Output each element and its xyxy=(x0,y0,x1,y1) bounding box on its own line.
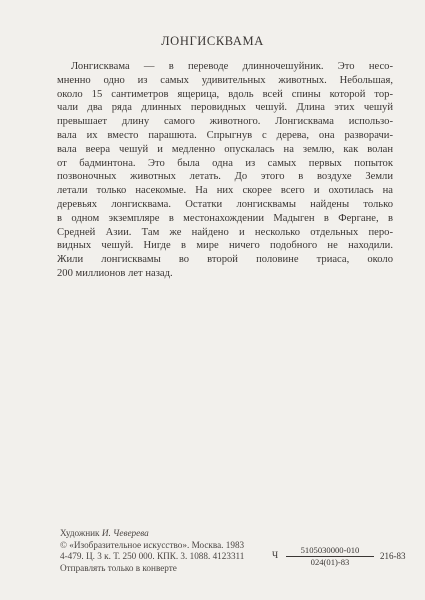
text-line: 200 миллионов лет назад. xyxy=(57,267,173,279)
text-line: мненно одно из самых удивительных животных. Небольшая, xyxy=(57,74,393,86)
text-line: Средней Азии. Там же найдено и несколько отдельных перо- xyxy=(57,226,393,238)
text-line: около 15 сантиметров ящерица, вдоль всей спины которой тор- xyxy=(57,88,393,100)
text-line: видных чешуй. Нигде в мире ничего подобного не находили. xyxy=(57,240,393,252)
index-code: 216-83 xyxy=(380,551,406,561)
text-line: Лонгисквама — в переводе длинночешуйник. Это несо- xyxy=(71,61,393,72)
text-line: вала их вместо парашюта. Спрыгнув с дерева, она разворачи- xyxy=(57,129,393,141)
text-line: летали только насекомые. На них скорее всего и охотилась на xyxy=(57,185,393,197)
text-line: превышает длину самого животного. Лонгисквама использо- xyxy=(57,116,393,128)
artist-credit xyxy=(60,528,244,540)
text-line: позвоночных животных летать. До этого в воздухе Земли xyxy=(57,171,393,183)
article-text xyxy=(57,60,393,281)
index-letter: Ч xyxy=(272,551,279,561)
index-denominator: 024(01)-83 xyxy=(310,557,350,567)
mailing-note: Отправлять только в конверте xyxy=(60,562,177,573)
text-line: от бадминтона. Это была одна из самых первых попыток xyxy=(57,157,393,169)
text-line: деревьях лонгисквама. Остатки лонгисквамы найдены только xyxy=(57,198,393,210)
print-info-line: 4-479. Ц. 3 к. Т. 250 000. КПК. 3. 1088. 4123311 xyxy=(60,551,245,562)
artist-name: И. Чеверева xyxy=(101,528,149,538)
index-numerator: 5105030000-010 xyxy=(286,545,374,557)
artist-label: Художник xyxy=(60,528,100,538)
text-line: чали два ряда длинных перовидных чешуй. Длина этих чешуй xyxy=(57,102,393,114)
text-line: вала веера чешуй и медленно опускалась на землю, как волан xyxy=(57,143,393,155)
imprint-block xyxy=(60,528,244,574)
page-title: ЛОНГИСКВАМА xyxy=(161,34,264,48)
index-fraction xyxy=(286,545,374,568)
text-line: в одном экземпляре в местонахождении Мадыген в Фергане, в xyxy=(57,212,393,224)
text-line: Жили лонгисквамы во второй половине триаса, около xyxy=(57,254,393,266)
copyright-line: © «Изобразительное искусство». Москва. 1983 xyxy=(60,539,245,550)
